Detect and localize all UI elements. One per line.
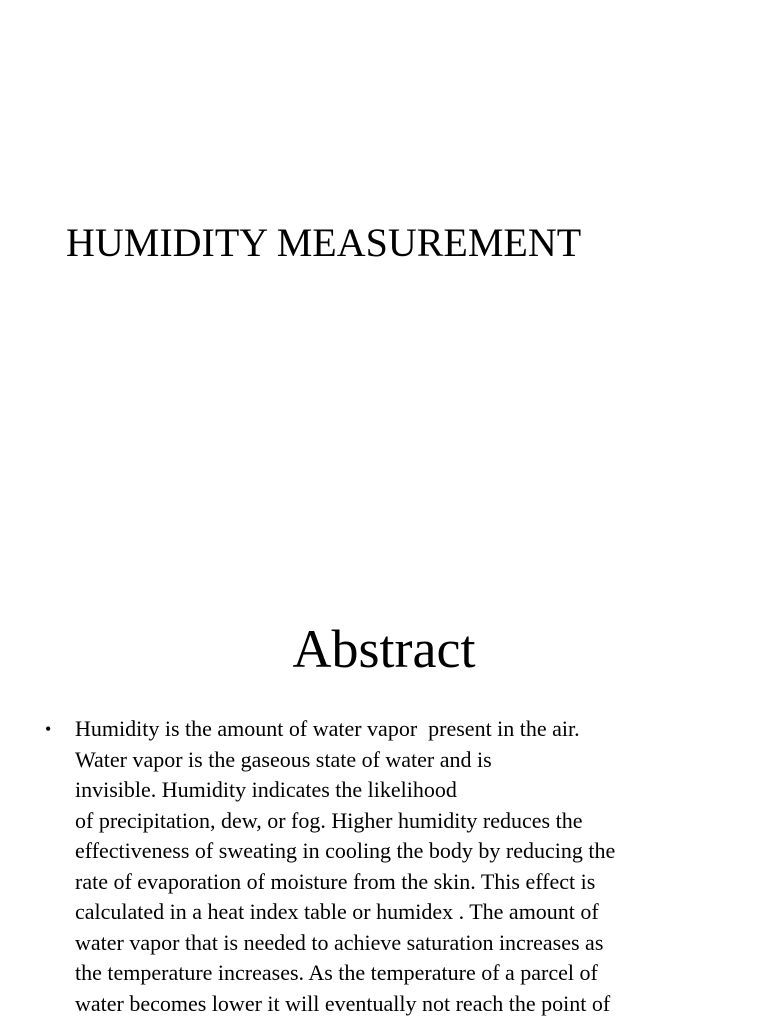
abstract-line: of precipitation, dew, or fog. Higher humidity reduces the xyxy=(75,807,583,833)
abstract-bullet-item xyxy=(40,714,740,1019)
abstract-line: effectiveness of sweating in cooling the body by reducing the xyxy=(75,838,616,863)
abstract-heading: Abstract xyxy=(292,619,476,679)
abstract-line: rate of evaporation of moisture from the skin. This effect is xyxy=(75,868,596,894)
abstract-line: Water vapor is the gaseous state of water and is xyxy=(75,746,492,772)
abstract-line: water vapor that is needed to achieve saturation increases as xyxy=(75,929,604,955)
abstract-line: the temperature increases. As the temperature of a parcel of xyxy=(75,960,598,985)
abstract-line: water becomes lower it will eventually not reach the point of xyxy=(75,990,611,1016)
abstract-bullet-list xyxy=(40,714,740,1019)
bullet-icon: • xyxy=(45,719,52,739)
abstract-line: invisible. Humidity indicates the likelihood xyxy=(75,777,457,802)
slide-title: HUMIDITY MEASUREMENT xyxy=(66,220,582,265)
abstract-line: Humidity is the amount of water vapor present in the air. xyxy=(75,716,580,741)
abstract-line: calculated in a heat index table or humidex . The amount of xyxy=(75,899,599,924)
